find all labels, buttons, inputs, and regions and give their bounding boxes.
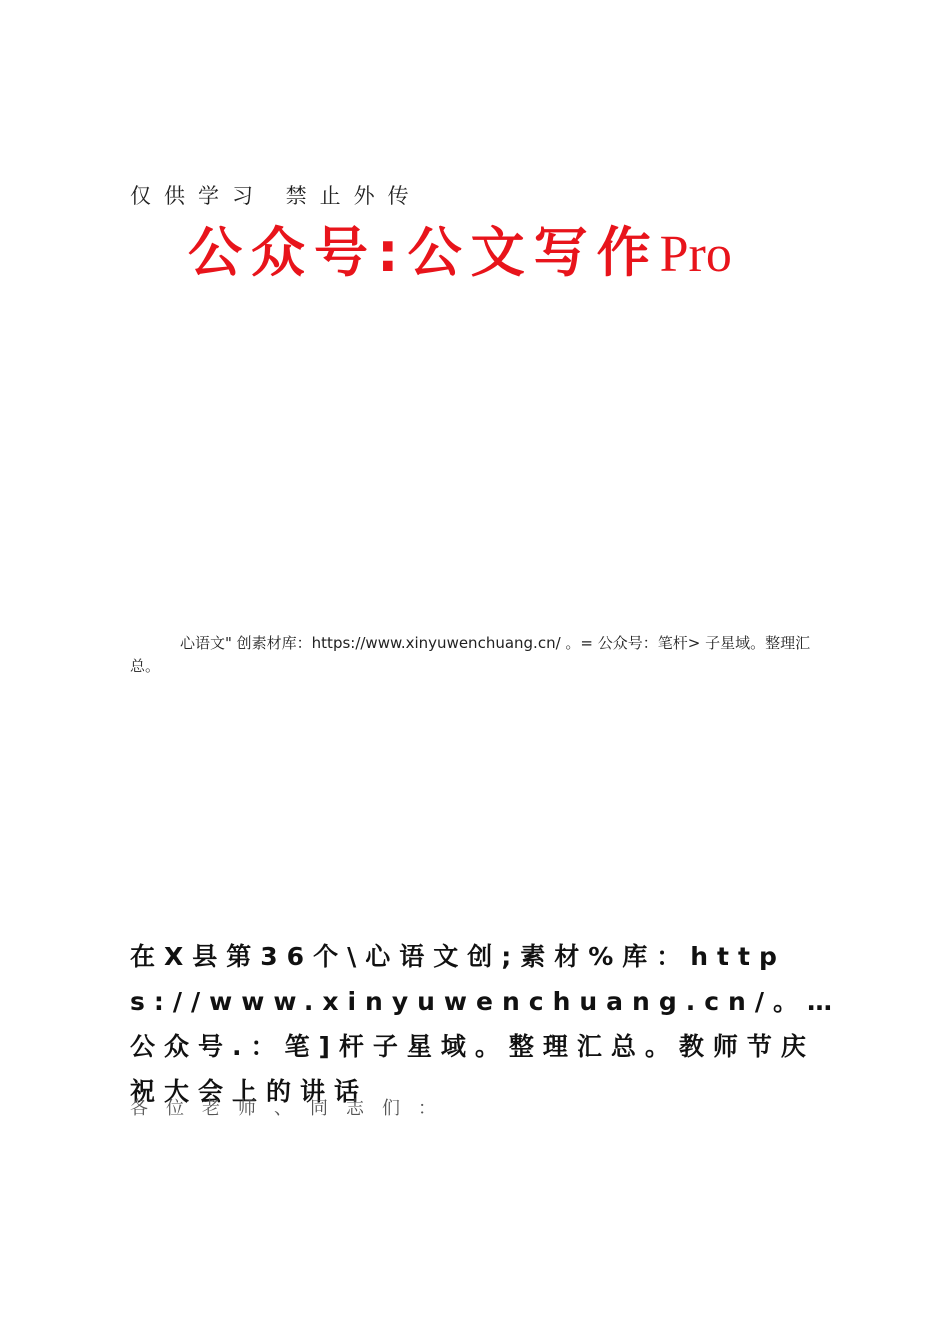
source-note: 心语文" 创素材库：https://www.xinyuwenchuang.cn/ 。= 公众号：笔杆> 子星域。整理汇总。 [130,634,811,675]
document-title: 在X县第36个\心语文创;素材%库：https://www.xinyuwenchuang.cn/。…公众号.：笔]杆子星域。整理汇总。教师节庆祝大会上的讲话 [130,942,841,1106]
salutation: 各位老师、同志们： [130,1098,454,1119]
confidential-notice: 仅供学习 禁止外传 [130,184,422,208]
brand-suffix: Pro [659,226,732,283]
brand-banner [188,221,732,284]
brand-title: 公众号:公文写作 [188,221,660,284]
